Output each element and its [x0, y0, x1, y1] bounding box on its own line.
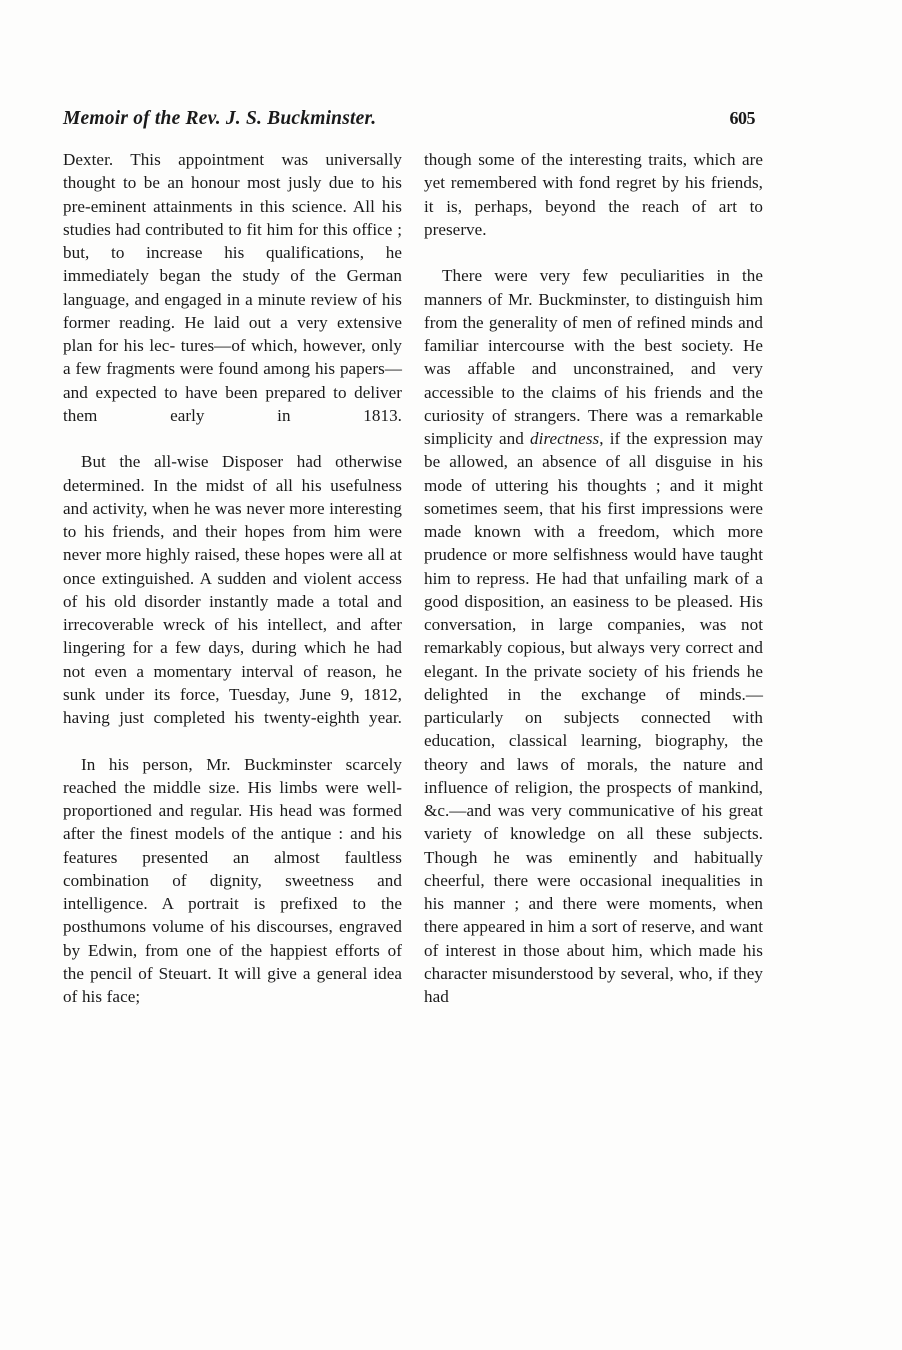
paragraph: Dexter. This appointment was universally thought to be an honour most jusly due to his pre-eminent attainments in this science. All his studies had contributed to fit him for this office ; but, to increase his qualifications, he immediately began the study of the German language, and engaged in a minute review of his former reading. He laid out a very extensive plan for his lec- tures—of which, however, only a few fragments were found among his papers—and expected to have been prepared to deliver them early in 1813. [63, 150, 402, 425]
paragraph [424, 264, 763, 1008]
paragraph-text-leading: There were very few peculiarities in the manners of Mr. Buckminster, to distinguish him from the generality of men of refined minds and familiar intercourse with the best society. He was affable and unconstrained, and very accessible to the claims of his friends and the curiosity of strangers. There was a remarkable simplicity and [424, 266, 763, 448]
running-head-title: Memoir of the Rev. J. S. Buckminster. [63, 107, 377, 130]
running-head [63, 108, 757, 138]
column-right [424, 148, 763, 1008]
emphasis-directness: directness [530, 429, 600, 448]
paragraph: But the all-wise Disposer had otherwise determined. In the midst of all his usefulness and activity, when he was never more interesting to his friends, and their hopes from him were never more highly raised, these hopes were all at once extinguished. A sudden and violent access of his old disorder instantly made a total and irrecoverable wreck of his intellect, and after lingering for a few days, during which he had not even a momentary interval of reason, he sunk under its force, Tuesday, June 9, 1812, having just completed his twenty-eighth year. [63, 452, 402, 727]
body-columns [63, 148, 763, 1008]
paragraph: In his person, Mr. Buckminster scarcely reached the middle size. His limbs were well-proportioned and regular. His head was formed after the finest models of the antique : and his features presented an almost faultless combination of dignity, sweetness and intelligence. A portrait is prefixed to the posthumons volume of his discourses, engraved by Edwin, from one of the happiest efforts of the pencil of Steuart. It will give a general idea of his face; [63, 754, 402, 1006]
page-number: 605 [729, 108, 755, 128]
column-left [63, 148, 402, 1008]
paragraph-text-trailing: , if the expression may be allowed, an absence of all disguise in his mode of uttering his thoughts ; and it might sometimes seem, that his first impressions were made known with a freedom, which more prudence or more selfishness would have taught him to repress. He had that unfailing mark of a good disposition, an easiness to be pleased. His conversation, in large companies, was not remarkably copious, but always very correct and elegant. In the private society of his friends he delighted in the exchange of minds.—particularly on subjects connected with education, classical learning, biography, the theory and laws of morals, the nature and influence of religion, the prospects of mankind, &c.—and was very communicative of his great variety of knowledge on all these subjects. Though he was eminently and habitually cheerful, there were occasional inequalities in his manner ; and there were moments, when there appeared in him a sort of reserve, and want of interest in those about him, which made his character misunderstood by several, who, if they had [424, 429, 763, 1006]
paragraph: though some of the interesting traits, which are yet remembered with fond regret by his friends, it is, perhaps, beyond the reach of art to preserve. [424, 150, 763, 239]
